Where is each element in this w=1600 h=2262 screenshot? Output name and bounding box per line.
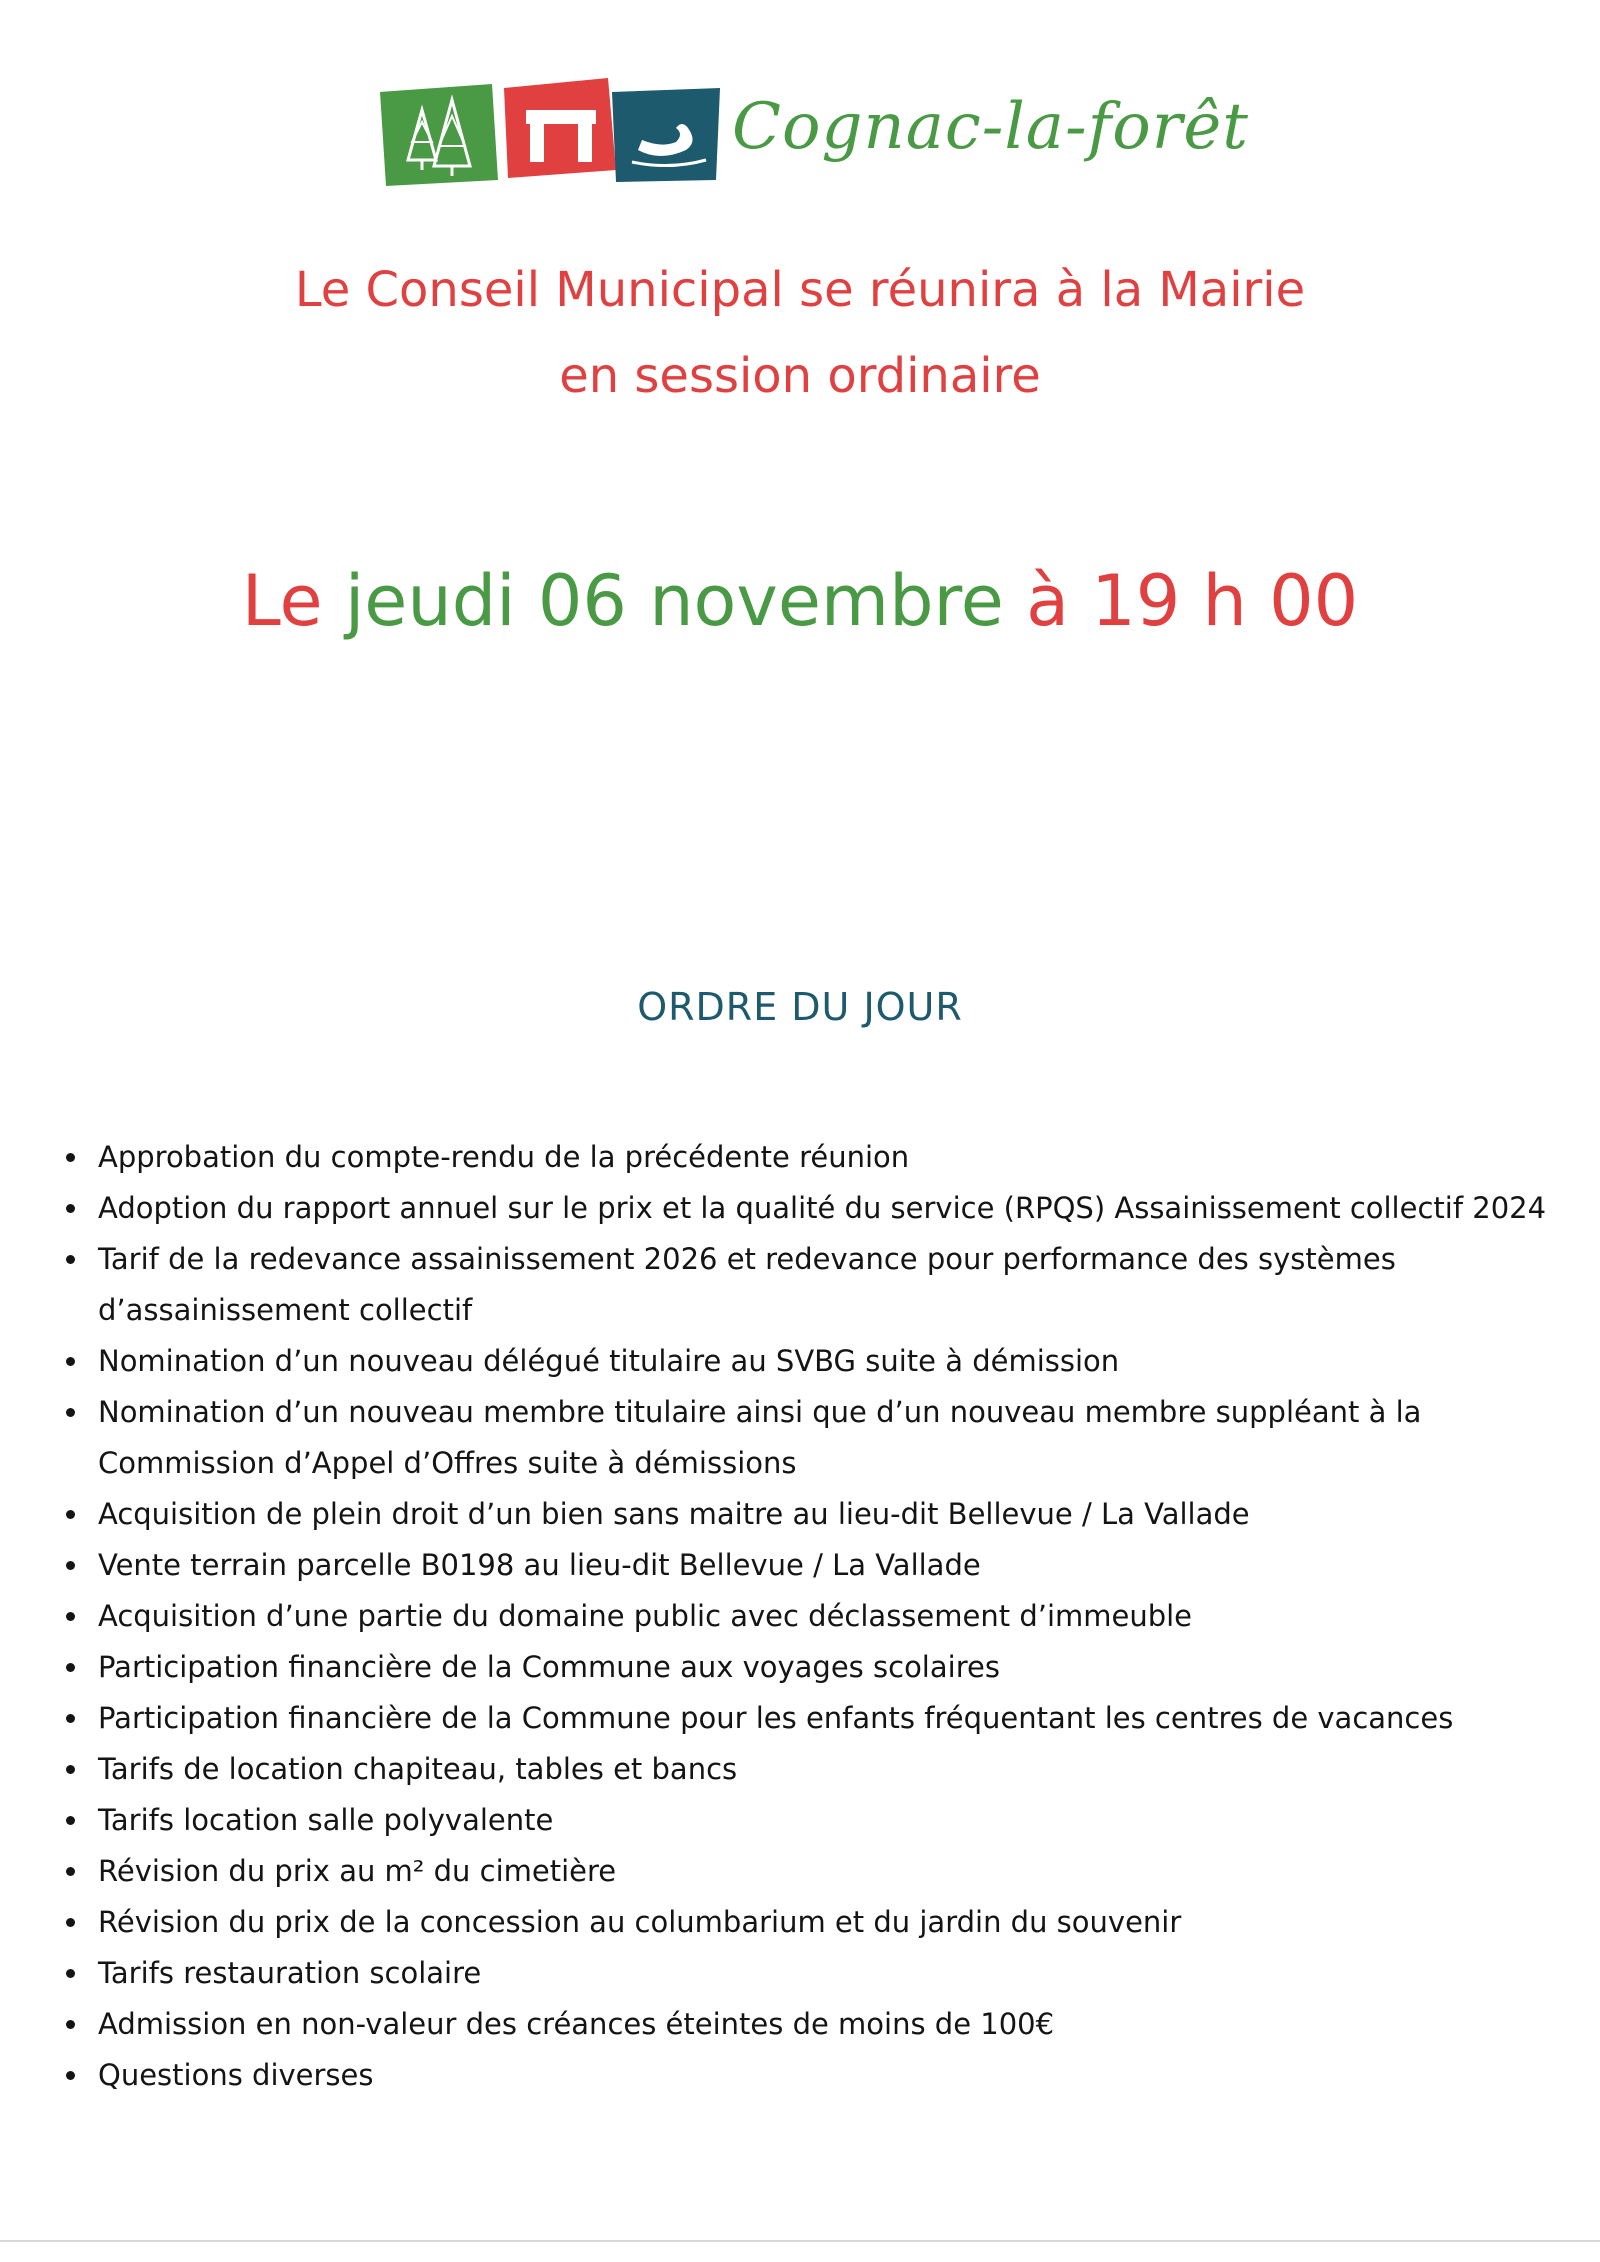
trees-icon (380, 84, 498, 186)
agenda-item (62, 1591, 1592, 1642)
agenda-title: ORDRE DU JOUR (637, 985, 963, 1029)
agenda-item (62, 1336, 1592, 1387)
heading-line-2: en session ordinaire (559, 348, 1041, 404)
agenda-item-text: Nomination d’un nouveau membre titulaire ainsi que d’un nouveau membre suppléant à la Commission d’Appel d’Offres suite à démissions (98, 1395, 1422, 1480)
agenda-item (62, 1948, 1592, 1999)
logo-tiles (380, 70, 720, 190)
agenda-item-text: Tarifs restauration scolaire (98, 1956, 482, 1990)
bullet-icon (66, 1204, 75, 1213)
date-part-2: jeudi 06 novembre (344, 560, 1027, 642)
agenda-item (62, 2050, 1592, 2101)
agenda-item (62, 1387, 1592, 1489)
bullet-icon (66, 2071, 75, 2080)
agenda-item-text: Adoption du rapport annuel sur le prix et la qualité du service (RPQS) Assainissement collectif 2024 (98, 1191, 1547, 1225)
bullet-icon (66, 2020, 75, 2029)
logo (380, 70, 1249, 190)
bullet-icon (66, 1663, 75, 1672)
agenda-item-text: Participation financière de la Commune aux voyages scolaires (98, 1650, 1000, 1684)
agenda-item (62, 1132, 1592, 1183)
bullet-icon (66, 1357, 75, 1366)
bullet-icon (66, 1969, 75, 1978)
bullet-icon (66, 1510, 75, 1519)
agenda-item (62, 1234, 1592, 1336)
bullet-icon (66, 1765, 75, 1774)
agenda-item (62, 1795, 1592, 1846)
agenda-item-text: Vente terrain parcelle B0198 au lieu-dit Bellevue / La Vallade (98, 1548, 981, 1582)
meeting-date (0, 560, 1600, 642)
bullet-icon (66, 1816, 75, 1825)
logo-text: Cognac-la-forêt (732, 90, 1249, 164)
bullet-icon (66, 1153, 75, 1162)
agenda-item-text: Acquisition de plein droit d’un bien sans maitre au lieu-dit Bellevue / La Vallade (98, 1497, 1250, 1531)
agenda-item-text: Tarifs location salle polyvalente (98, 1803, 554, 1837)
agenda-list (62, 1132, 1592, 2101)
bullet-icon (66, 1561, 75, 1570)
agenda-item (62, 1846, 1592, 1897)
agenda-item-text: Révision du prix au m² du cimetière (98, 1854, 617, 1888)
agenda-item (62, 1897, 1592, 1948)
heading-line-1: Le Conseil Municipal se réunira à la Mairie (294, 262, 1306, 318)
agenda-item-text: Participation financière de la Commune pour les enfants fréquentant les centres de vacances (98, 1701, 1454, 1735)
agenda-item (62, 1642, 1592, 1693)
divider (0, 2240, 1600, 2242)
agenda-item-text: Admission en non-valeur des créances éteintes de moins de 100€ (98, 2007, 1055, 2041)
agenda-item (62, 1999, 1592, 2050)
agenda-item-text: Tarifs de location chapiteau, tables et bancs (98, 1752, 738, 1786)
agenda-item-text: Révision du prix de la concession au columbarium et du jardin du souvenir (98, 1905, 1182, 1939)
agenda-item-text: Nomination d’un nouveau délégué titulaire au SVBG suite à démission (98, 1344, 1120, 1378)
bullet-icon (66, 1714, 75, 1723)
bullet-icon (66, 1612, 75, 1621)
agenda-item-text: Tarif de la redevance assainissement 2026 et redevance pour performance des systèmes d’assainissement collectif (98, 1242, 1396, 1327)
date-part-1: Le (241, 560, 345, 642)
agenda-item (62, 1540, 1592, 1591)
agenda-item (62, 1183, 1592, 1234)
agenda-item-text: Approbation du compte-rendu de la précédente réunion (98, 1140, 910, 1174)
dolmen-icon (504, 78, 616, 178)
agenda-item (62, 1693, 1592, 1744)
agenda-item-text: Acquisition d’une partie du domaine public avec déclassement d’immeuble (98, 1599, 1193, 1633)
bullet-icon (66, 1408, 75, 1417)
swan-icon (612, 88, 720, 182)
agenda-item-text: Questions diverses (98, 2058, 374, 2092)
bullet-icon (66, 1255, 75, 1264)
bullet-icon (66, 1918, 75, 1927)
agenda-item (62, 1489, 1592, 1540)
bullet-icon (66, 1867, 75, 1876)
date-part-3: à 19 h 00 (1026, 560, 1359, 642)
agenda-item (62, 1744, 1592, 1795)
